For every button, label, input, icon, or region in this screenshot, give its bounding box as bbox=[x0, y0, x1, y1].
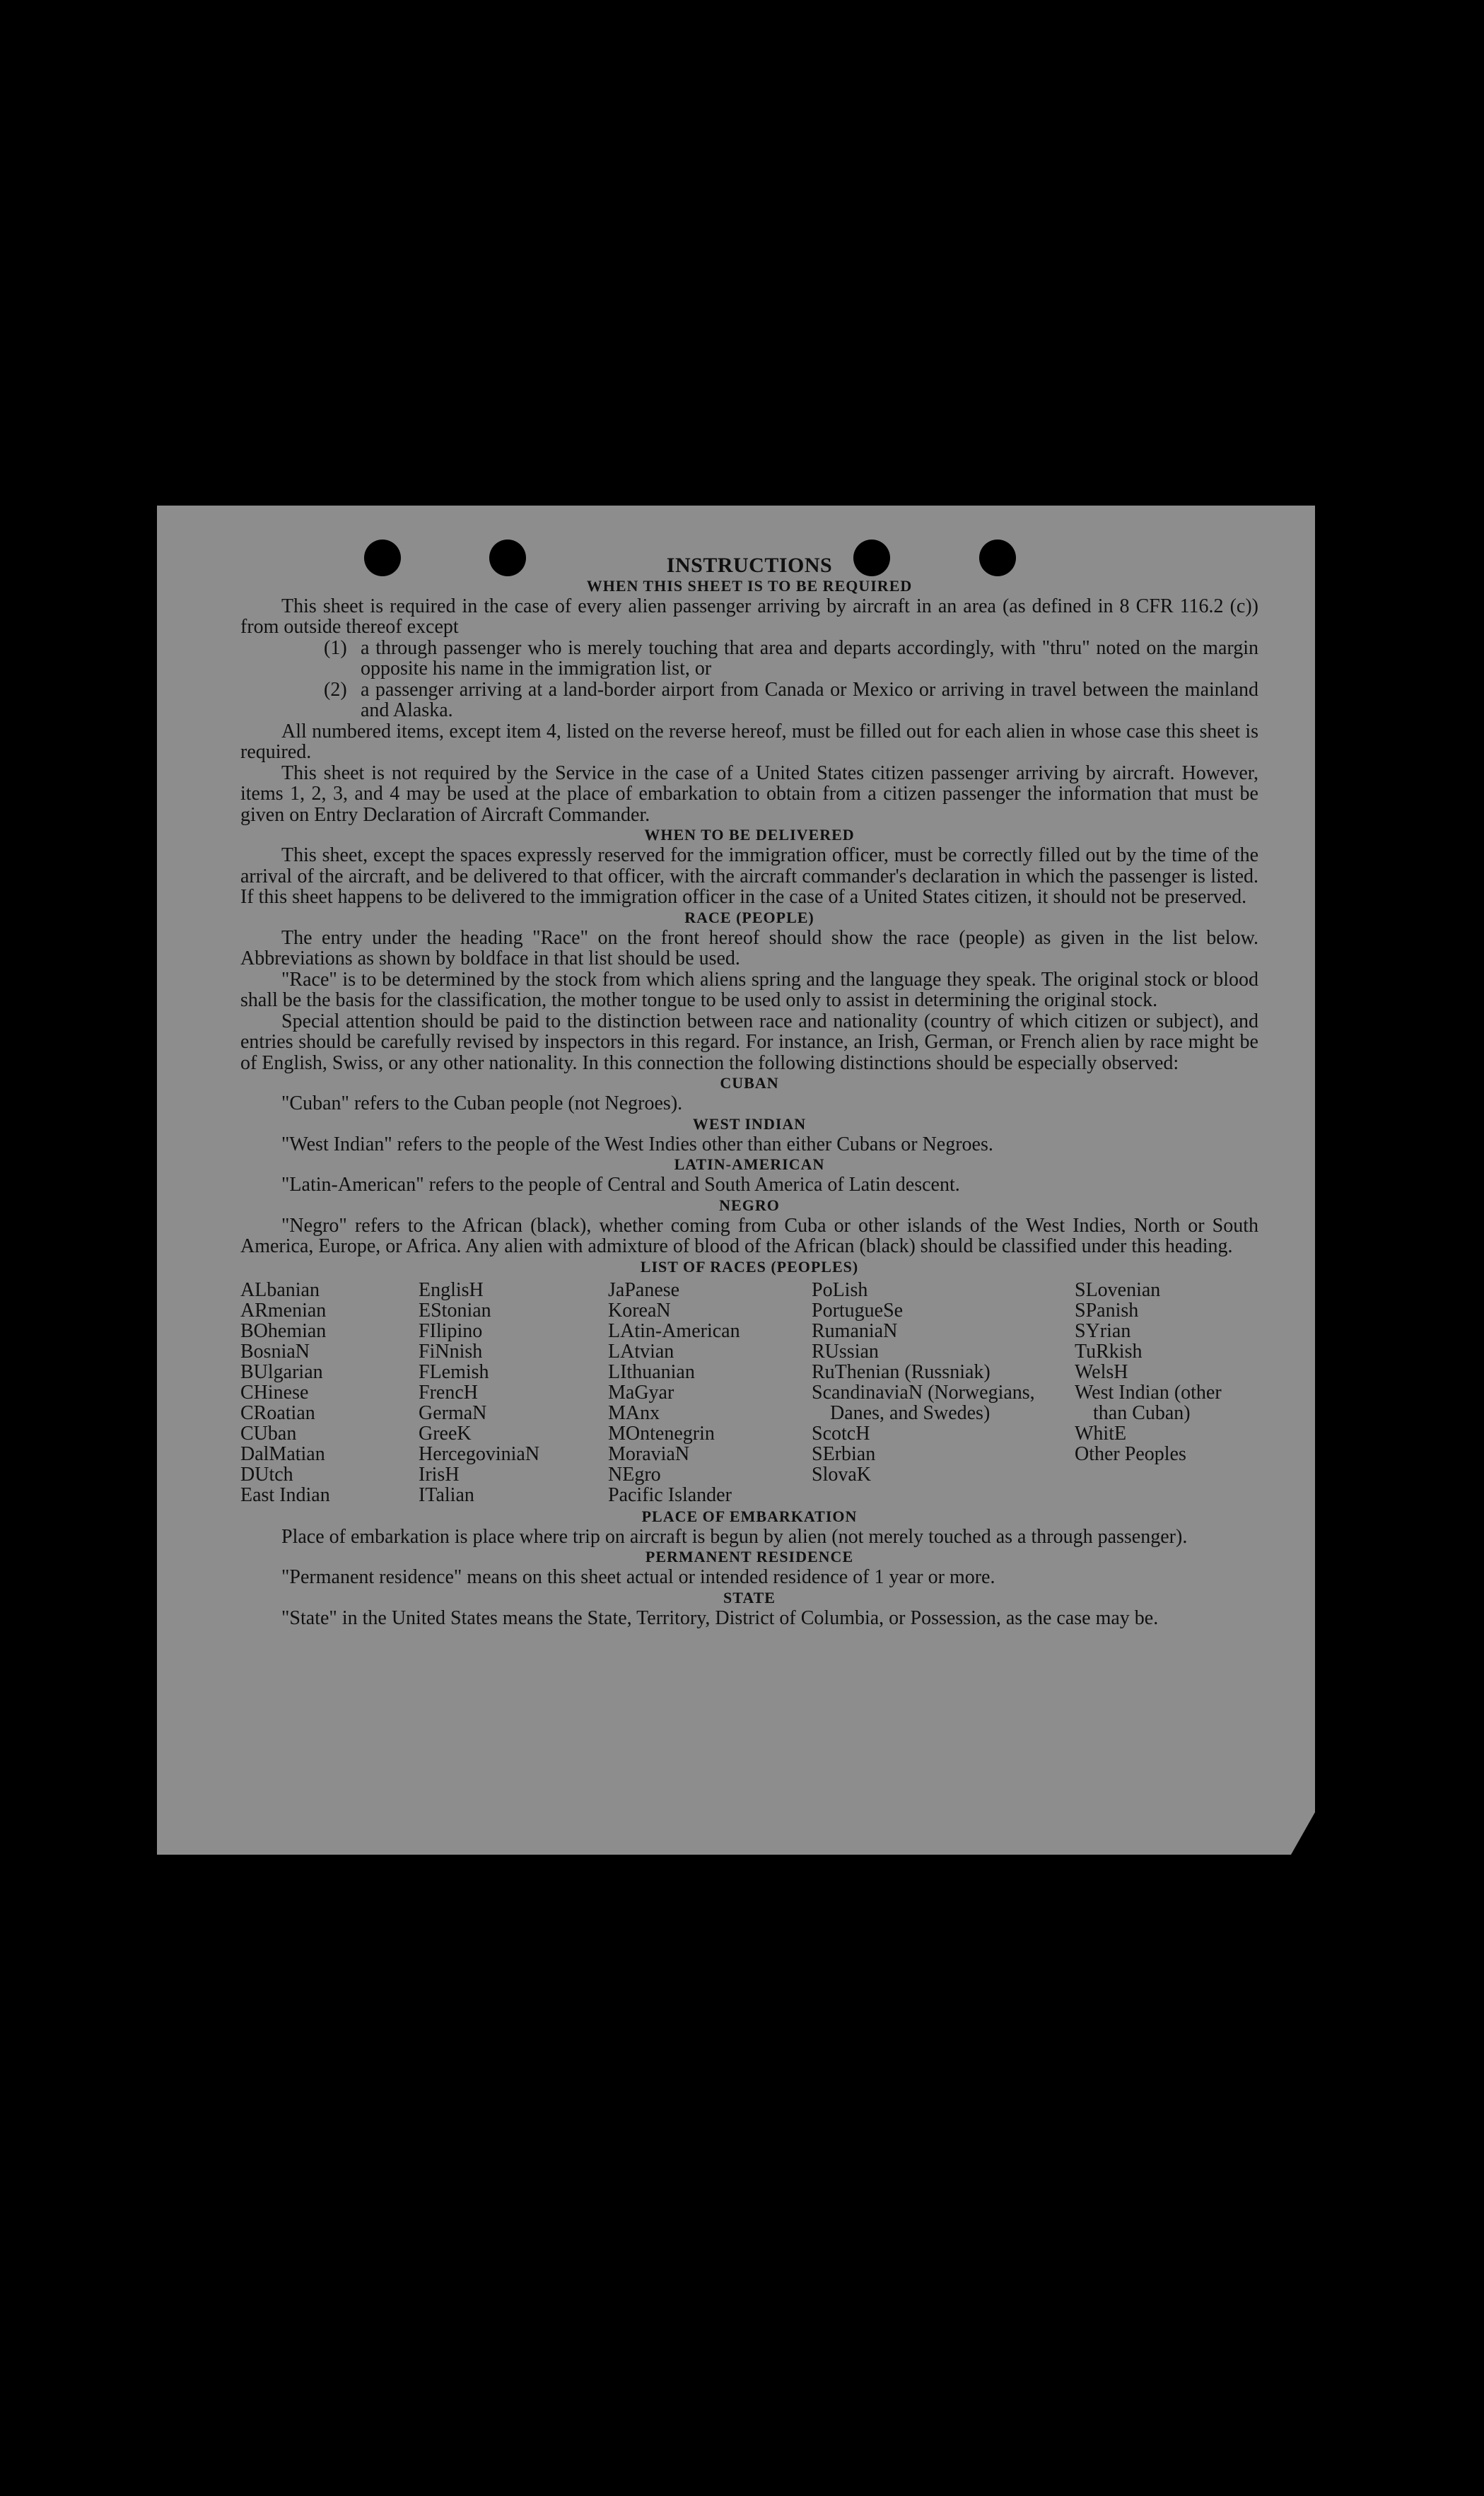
section-heading-races-list: LIST OF RACES (PEOPLES) bbox=[640, 1257, 859, 1276]
race-entry: ITalian bbox=[419, 1483, 474, 1506]
race-entry: Pacific Islander bbox=[608, 1483, 732, 1506]
race-entry: HercegoviniaN bbox=[419, 1442, 540, 1465]
item-text: a through passenger who is merely touching that area and departs accordingly, with "thru" noted on the margin opposite his name in the immigration list, or bbox=[361, 636, 1258, 680]
race-entry: LAtin-American bbox=[608, 1319, 740, 1342]
race-entry: KoreaN bbox=[608, 1299, 671, 1322]
race-entry: FLemish bbox=[419, 1360, 489, 1383]
race-entry: SYrian bbox=[1075, 1319, 1131, 1342]
section-heading-negro: NEGRO bbox=[719, 1196, 780, 1214]
section-heading-latin-american: LATIN-AMERICAN bbox=[674, 1155, 825, 1173]
section-heading-embarkation: PLACE OF EMBARKATION bbox=[641, 1507, 858, 1525]
races-column bbox=[1075, 1280, 1258, 1505]
paragraph: Special attention should be paid to the distinction between race and nationality (country of which citizen or subject), and entries should be carefully revised by inspectors in this regard. For instance, an Irish, German, or French alien by race might be of English, Swiss, or any other nationality. In this connection the following distinctions should be especially observed: bbox=[240, 1010, 1258, 1074]
section-heading-state: STATE bbox=[723, 1588, 776, 1606]
race-entry: JaPanese bbox=[608, 1278, 680, 1301]
item-text: a passenger arriving at a land-border airport from Canada or Mexico or arriving in travel between the mainland and Alaska. bbox=[361, 678, 1258, 721]
races-column bbox=[419, 1280, 608, 1505]
paragraph: "West Indian" refers to the people of the West Indies other than either Cubans or Negroes. bbox=[281, 1133, 993, 1155]
race-entry: RuThenian (Russniak) bbox=[812, 1360, 991, 1383]
section-heading-race: RACE (PEOPLE) bbox=[684, 908, 814, 926]
race-entry: LAtvian bbox=[608, 1340, 674, 1363]
punch-hole bbox=[364, 540, 401, 576]
race-entry: BosniaN bbox=[240, 1340, 310, 1363]
race-entry: FrencH bbox=[419, 1381, 478, 1404]
race-entry: FiNnish bbox=[419, 1340, 483, 1363]
section-heading-cuban: CUBAN bbox=[720, 1074, 779, 1092]
torn-corner bbox=[1291, 1812, 1315, 1855]
section-heading-west-indian: WEST INDIAN bbox=[692, 1114, 807, 1133]
race-entry: RUssian bbox=[812, 1340, 879, 1363]
race-entry: Other Peoples bbox=[1075, 1442, 1186, 1465]
race-entry: GreeK bbox=[419, 1422, 472, 1445]
race-entry: MAnx bbox=[608, 1401, 660, 1424]
race-entry: CRoatian bbox=[240, 1401, 315, 1424]
race-entry: CUban bbox=[240, 1422, 297, 1445]
race-entry: WelsH bbox=[1075, 1360, 1128, 1383]
paragraph: "Latin-American" refers to the people of Central and South America of Latin descent. bbox=[281, 1174, 960, 1196]
paragraph: This sheet is required in the case of every alien passenger arriving by aircraft in an area (as defined in 8 CFR 116.2 (c)) from outside thereof except bbox=[240, 595, 1258, 638]
item-number: (2) bbox=[324, 678, 347, 701]
section-heading-residence: PERMANENT RESIDENCE bbox=[645, 1548, 854, 1565]
paragraph: Place of embarkation is place where trip on aircraft is begun by alien (not merely touched as a through passenger). bbox=[281, 1525, 1188, 1548]
race-entry: SLovenian bbox=[1075, 1278, 1161, 1301]
race-entry: RumaniaN bbox=[812, 1319, 898, 1342]
section-heading-delivered: WHEN TO BE DELIVERED bbox=[644, 826, 855, 844]
punch-hole bbox=[979, 540, 1016, 576]
race-entry: SlovaK bbox=[812, 1463, 871, 1486]
race-entry: FIlipino bbox=[419, 1319, 483, 1342]
races-list bbox=[240, 1280, 1258, 1505]
race-entry: MoraviaN bbox=[608, 1442, 690, 1465]
races-column bbox=[812, 1280, 1075, 1505]
race-entry: CHinese bbox=[240, 1381, 309, 1404]
list-item bbox=[240, 638, 1258, 680]
race-entry: NEgro bbox=[608, 1463, 661, 1486]
race-entry: MOntenegrin bbox=[608, 1422, 715, 1445]
section-heading-required: WHEN THIS SHEET IS TO BE REQUIRED bbox=[586, 576, 913, 595]
race-entry: SPanish bbox=[1075, 1299, 1139, 1322]
race-entry: PortugueSe bbox=[812, 1299, 904, 1322]
race-entry: BUlgarian bbox=[240, 1360, 323, 1383]
paragraph: "Negro" refers to the African (black), whether coming from Cuba or other islands of the West Indies, North or South America, Europe, or Africa. Any alien with admixture of blood of the African (black) should be classified under this heading. bbox=[240, 1214, 1258, 1257]
race-entry: BOhemian bbox=[240, 1319, 327, 1342]
race-entry: PoLish bbox=[812, 1278, 868, 1301]
paragraph: "State" in the United States means the State, Territory, District of Columbia, or Possession, as the case may be. bbox=[281, 1606, 1159, 1629]
race-entry: TuRkish bbox=[1075, 1340, 1143, 1363]
paragraph: All numbered items, except item 4, listed on the reverse hereof, must be filled out for each alien in whose case this sheet is required. bbox=[240, 720, 1258, 763]
list-item bbox=[240, 680, 1258, 721]
race-entry: GermaN bbox=[419, 1401, 487, 1424]
document-title: INSTRUCTIONS bbox=[666, 554, 833, 577]
paragraph: "Race" is to be determined by the stock from which aliens spring and the language they speak. The original stock or blood shall be the basis for the classification, the mother tongue to be used only to assist in determining the original stock. bbox=[240, 968, 1258, 1011]
race-entry: DalMatian bbox=[240, 1442, 325, 1465]
race-entry: ScotcH bbox=[812, 1422, 870, 1445]
instruction-sheet bbox=[157, 506, 1315, 1855]
race-entry: ARmenian bbox=[240, 1299, 327, 1322]
race-entry: East Indian bbox=[240, 1483, 330, 1506]
paragraph: This sheet is not required by the Service in the case of a United States citizen passenger arriving by aircraft. However, items 1, 2, 3, and 4 may be used at the place of embarkation to obtain from a citizen passenger the information that must be given on Entry Declaration of Aircraft Commander. bbox=[240, 762, 1258, 826]
race-entry: SErbian bbox=[812, 1442, 876, 1465]
race-entry: DUtch bbox=[240, 1463, 293, 1486]
race-entry: MaGyar bbox=[608, 1381, 674, 1404]
race-entry: IrisH bbox=[419, 1463, 460, 1486]
paragraph: "Cuban" refers to the Cuban people (not Negroes). bbox=[281, 1092, 683, 1114]
paragraph: This sheet, except the spaces expressly reserved for the immigration officer, must be correctly filled out by the time of the arrival of the aircraft, and be delivered to that officer, with the aircraft commander's declaration in which the passenger is listed. If this sheet happens to be delivered to the immigration officer in the case of a United States citizen, it should not be preserved. bbox=[240, 844, 1258, 908]
race-entry: ALbanian bbox=[240, 1278, 320, 1301]
punch-hole bbox=[853, 540, 890, 576]
paragraph: "Permanent residence" means on this sheet actual or intended residence of 1 year or more. bbox=[281, 1566, 995, 1588]
paragraph: The entry under the heading "Race" on the front hereof should show the race (people) as given in the list below. Abbreviations as shown by boldface in that list should be used. bbox=[240, 926, 1258, 969]
punch-hole bbox=[489, 540, 526, 576]
race-entry: EnglisH bbox=[419, 1278, 484, 1301]
race-entry: EStonian bbox=[419, 1299, 491, 1322]
races-column bbox=[608, 1280, 812, 1505]
race-entry: West Indian (other than Cuban) bbox=[1075, 1381, 1222, 1424]
race-entry: LIthuanian bbox=[608, 1360, 695, 1383]
races-column bbox=[240, 1280, 419, 1505]
race-entry: WhitE bbox=[1075, 1422, 1127, 1445]
item-number: (1) bbox=[324, 636, 347, 659]
race-entry: ScandinaviaN (Norwegians, Danes, and Swedes) bbox=[812, 1381, 1035, 1424]
